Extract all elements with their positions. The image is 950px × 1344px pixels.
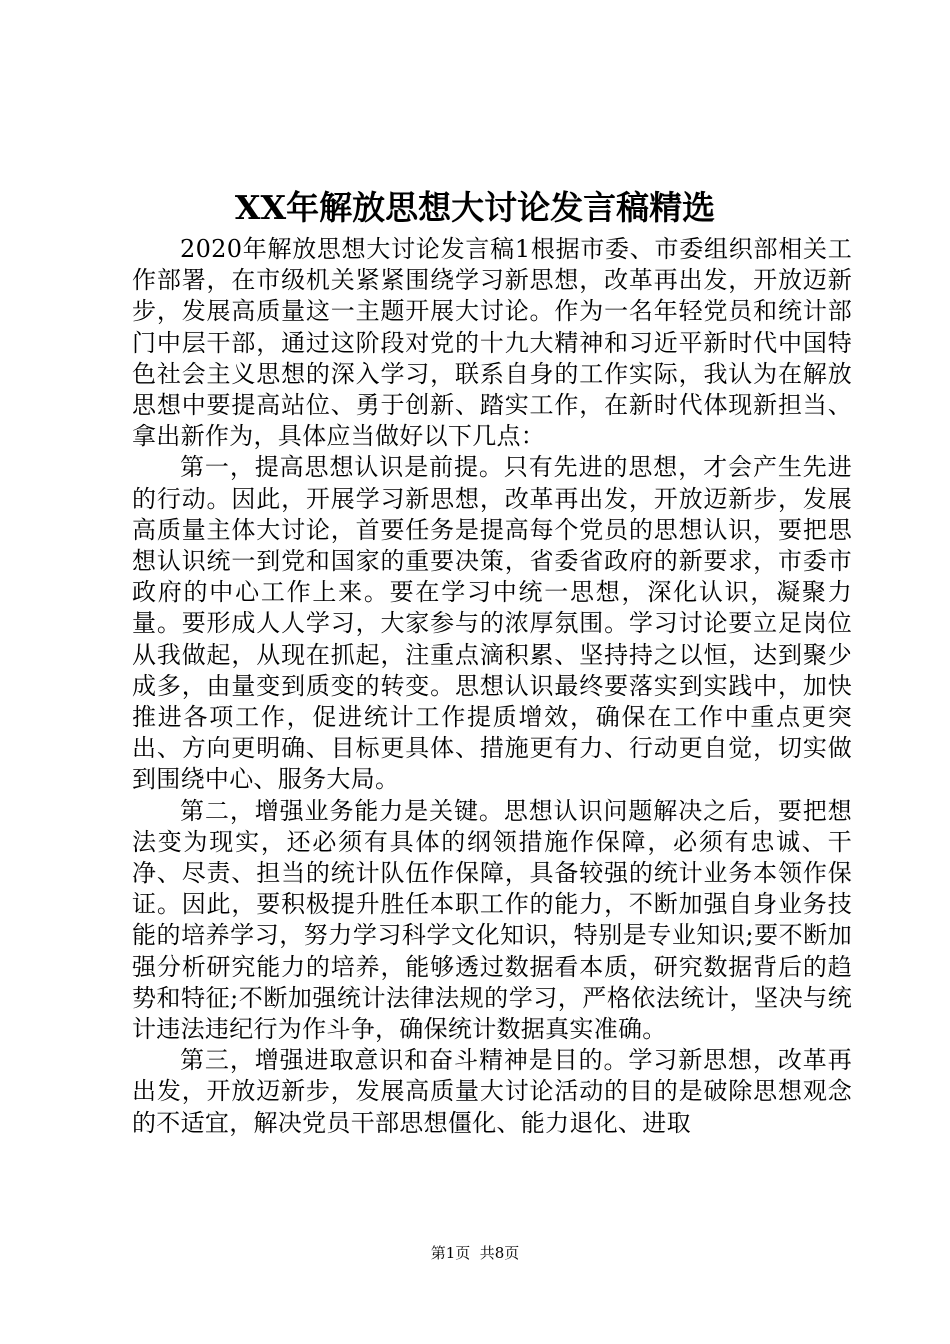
- document-body: [132, 234, 852, 1139]
- paragraph-intro: 2020年解放思想大讨论发言稿1根据市委、市委组织部相关工作部署，在市级机关紧紧围绕学习新思想，改革再出发，开放迈新步，发展高质量这一主题开展大讨论。作为一名年轻党员和统计部门中层干部，通过这阶段对党的十九大精神和习近平新时代中国特色社会主义思想的深入学习，联系自身的工作实际，我认为在解放思想中要提高站位、勇于创新、踏实工作，在新时代体现新担当、拿出新作为，具体应当做好以下几点：: [132, 235, 852, 451]
- paragraph-point-two: 第二，增强业务能力是关键。思想认识问题解决之后，要把想法变为现实，还必须有具体的纲领措施作保障，必须有忠诚、干净、尽责、担当的统计队伍作保障，具备较强的统计业务本领作保证。因此，要积极提升胜任本职工作的能力，不断加强自身业务技能的培养学习，努力学习科学文化知识，特别是专业知识;要不断加强分析研究能力的培养，能够透过数据看本质，研究数据背后的趋势和特征;不断加强统计法律法规的学习，严格依法统计，坚决与统计违法违纪行为作斗争，确保统计数据真实准确。: [132, 796, 852, 1044]
- document-title: XX年解放思想大讨论发言稿精选: [234, 188, 716, 227]
- paragraph-point-one: 第一，提高思想认识是前提。只有先进的思想，才会产生先进的行动。因此，开展学习新思想，改革再出发，开放迈新步，发展高质量主体大讨论，首要任务是提高每个党员的思想认识，要把思想认识统一到党和国家的重要决策，省委省政府的新要求，市委市政府的中心工作上来。要在学习中统一思想，深化认识，凝聚力量。要形成人人学习，大家参与的浓厚氛围。学习讨论要立足岗位从我做起，从现在抓起，注重点滴积累、坚持持之以恒，达到聚少成多，由量变到质变的转变。思想认识最终要落实到实践中，加快推进各项工作，促进统计工作提质增效，确保在工作中重点更突出、方向更明确、目标更具体、措施更有力、行动更自觉，切实做到围绕中心、服务大局。: [132, 453, 852, 794]
- page-footer: 第1页 共8页: [430, 1244, 520, 1262]
- paragraph-point-three: 第三，增强进取意识和奋斗精神是目的。学习新思想，改革再出发，开放迈新步，发展高质量大讨论活动的目的是破除思想观念的不适宜，解决党员干部思想僵化、能力退化、进取: [132, 1046, 852, 1137]
